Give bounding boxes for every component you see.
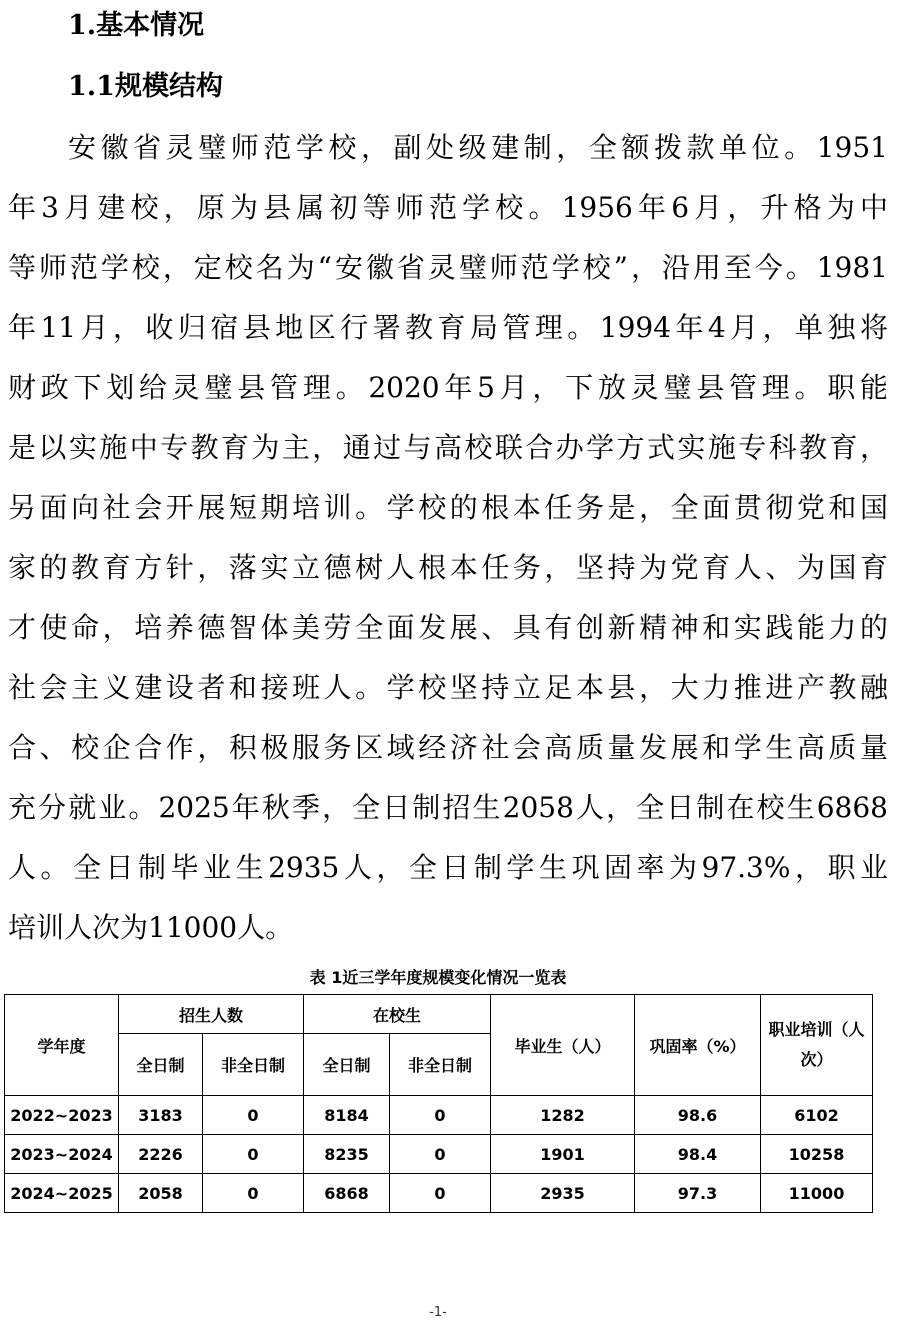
- header-enroll-part-time: 非全日制: [203, 1034, 304, 1096]
- cell-enroll-ft: 2058: [119, 1174, 203, 1213]
- cell-year: 2024~2025: [5, 1174, 119, 1213]
- cell-year: 2022~2023: [5, 1096, 119, 1135]
- header-enroll: 招生人数: [119, 995, 304, 1034]
- paragraph-line: 另面向社会开展短期培训。学校的根本任务是，全面贯彻党和国: [8, 491, 888, 524]
- paragraph-line: 等师范学校，定校名为“安徽省灵璧师范学校”，沿用至今。1981: [8, 251, 888, 284]
- cell-training: 10258: [761, 1135, 873, 1174]
- cell-school-pt: 0: [390, 1174, 491, 1213]
- cell-graduates: 1901: [491, 1135, 635, 1174]
- header-retention: 巩固率（%）: [635, 995, 761, 1096]
- cell-graduates: 2935: [491, 1174, 635, 1213]
- table-row: [5, 1135, 873, 1174]
- paragraph-line: 合、校企合作，积极服务区域经济社会高质量发展和学生高质量: [8, 731, 888, 764]
- cell-retention: 98.4: [635, 1135, 761, 1174]
- paragraph-line: 年3月建校，原为县属初等师范学校。1956年6月，升格为中: [8, 191, 888, 224]
- paragraph-line: 人。全日制毕业生2935人，全日制学生巩固率为97.3%，职业: [8, 851, 888, 884]
- cell-retention: 97.3: [635, 1174, 761, 1213]
- cell-graduates: 1282: [491, 1096, 635, 1135]
- header-year: 学年度: [5, 995, 119, 1096]
- paragraph-line: 财政下划给灵璧县管理。2020年5月，下放灵璧县管理。职能: [8, 371, 888, 404]
- cell-enroll-pt: 0: [203, 1096, 304, 1135]
- paragraph-line: 培训人次为11000人。: [8, 911, 294, 944]
- paragraph-line: 是以实施中专教育为主，通过与高校联合办学方式实施专科教育，: [8, 431, 888, 464]
- header-school-part-time: 非全日制: [390, 1034, 491, 1096]
- cell-retention: 98.6: [635, 1096, 761, 1135]
- cell-school-ft: 8184: [304, 1096, 390, 1135]
- cell-enroll-pt: 0: [203, 1135, 304, 1174]
- paragraph-line: 充分就业。2025年秋季，全日制招生2058人，全日制在校生6868: [8, 791, 888, 824]
- cell-school-pt: 0: [390, 1135, 491, 1174]
- header-enroll-full-time: 全日制: [119, 1034, 203, 1096]
- header-training-label: 职业培训（人次）: [768, 1020, 865, 1069]
- paragraph-line: 家的教育方针，落实立德树人根本任务，坚持为党育人、为国育: [8, 551, 888, 584]
- table-caption: 表 1近三学年度规模变化情况一览表: [309, 968, 567, 987]
- cell-enroll-ft: 3183: [119, 1096, 203, 1135]
- cell-school-ft: 8235: [304, 1135, 390, 1174]
- section-heading: 1.基本情况: [68, 10, 205, 41]
- paragraph-line: 社会主义建设者和接班人。学校坚持立足本县，大力推进产教融: [8, 671, 888, 704]
- cell-school-pt: 0: [390, 1096, 491, 1135]
- body-paragraph: [8, 118, 888, 958]
- header-graduates: 毕业生（人）: [491, 995, 635, 1096]
- table-row: [5, 1174, 873, 1213]
- table-row: [5, 1096, 873, 1135]
- cell-training: 6102: [761, 1096, 873, 1135]
- page-number: -1-: [429, 1305, 447, 1320]
- paragraph-line: 才使命，培养德智体美劳全面发展、具有创新精神和实践能力的: [8, 611, 888, 644]
- section-subheading: 1.1规模结构: [68, 71, 223, 102]
- cell-school-ft: 6868: [304, 1174, 390, 1213]
- cell-training: 11000: [761, 1174, 873, 1213]
- cell-year: 2023~2024: [5, 1135, 119, 1174]
- paragraph-line: 年11月，收归宿县地区行署教育局管理。1994年4月，单独将: [8, 311, 888, 344]
- header-school-full-time: 全日制: [304, 1034, 390, 1096]
- header-in-school: 在校生: [304, 995, 491, 1034]
- cell-enroll-pt: 0: [203, 1174, 304, 1213]
- paragraph-line: 安徽省灵璧师范学校，副处级建制，全额拨款单位。1951: [68, 131, 888, 164]
- cell-enroll-ft: 2226: [119, 1135, 203, 1174]
- scale-table: [4, 994, 873, 1213]
- header-training: [761, 995, 873, 1096]
